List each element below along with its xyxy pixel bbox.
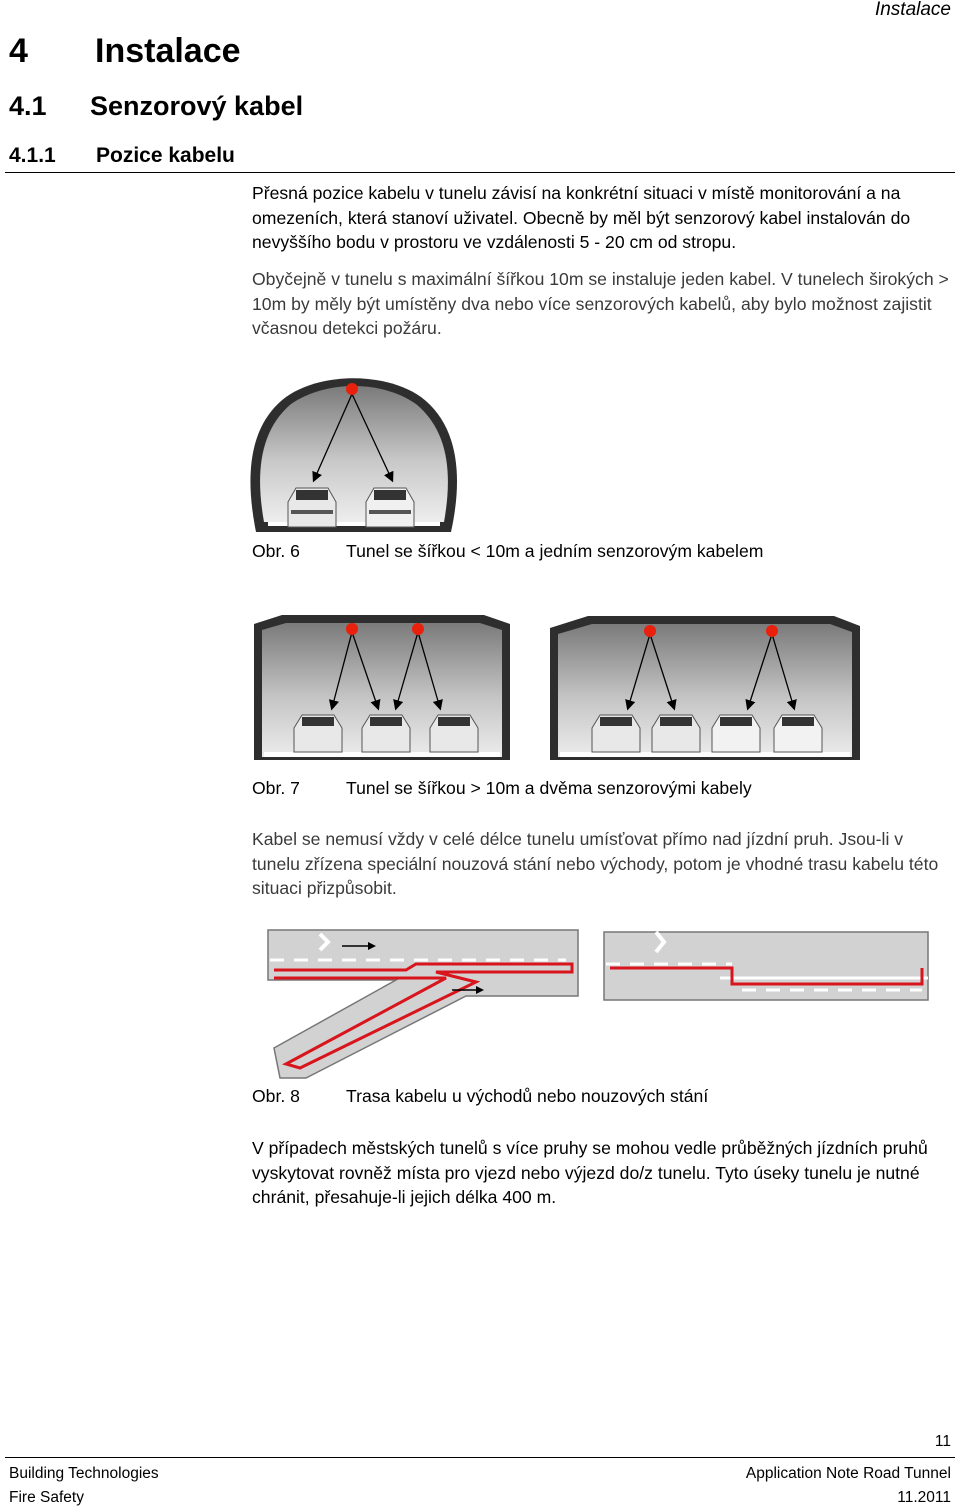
footer-company: Building Technologies bbox=[9, 1465, 159, 1482]
running-header: Instalace bbox=[874, 0, 951, 20]
figure-8-caption bbox=[252, 1086, 708, 1107]
sensor-dot bbox=[346, 623, 358, 635]
car-icon bbox=[712, 715, 760, 752]
figure-single-cable-tunnel bbox=[246, 372, 462, 538]
car-icon bbox=[366, 488, 414, 527]
paragraph-urban-tunnels: V případech městských tunelů s více pruhy se mohou vedle průběžných jízdních pruhů vyskytovat rovněž místa pro vjezd nebo výjezd do/z tunelu. Tyto úseky tunelu je nutné chránit, přesahuje-li jejich délka 400 m. bbox=[252, 1138, 928, 1208]
footer-document-title: Application Note Road Tunnel bbox=[745, 1465, 951, 1482]
chapter-title: Instalace bbox=[95, 32, 241, 70]
subsection-title: Pozice kabelu bbox=[96, 144, 235, 167]
figure-emergency-bay-cable-route bbox=[602, 928, 930, 1008]
subsection-heading bbox=[9, 144, 235, 168]
subsection-number: 4.1.1 bbox=[9, 144, 56, 167]
chapter-heading bbox=[9, 32, 241, 71]
footer-date: 11.2011 bbox=[897, 1489, 951, 1506]
figure-double-cable-tunnel-right bbox=[548, 612, 864, 772]
car-icon bbox=[652, 715, 700, 752]
car-icon bbox=[430, 715, 478, 752]
figure-8-text: Trasa kabelu u východů nebo nouzových stání bbox=[346, 1086, 709, 1106]
figure-exit-cable-route bbox=[266, 928, 582, 1082]
paragraph-cable-position: Přesná pozice kabelu v tunelu závisí na konkrétní situaci v místě monitorování a na omezeních, která stanoví uživatel. Obecně by měl být senzorový kabel instalován do nevyššího bodu v prostoru ve vzdálenosti 5 - 20 cm od stropu. bbox=[252, 183, 911, 253]
footer-division: Fire Safety bbox=[9, 1489, 84, 1506]
section-number: 4.1 bbox=[9, 91, 47, 121]
figure-7-caption bbox=[252, 778, 752, 799]
car-icon bbox=[294, 715, 342, 752]
figure-7-label: Obr. 7 bbox=[252, 778, 300, 798]
sensor-dot bbox=[766, 625, 778, 637]
page-number: 11 bbox=[934, 1433, 951, 1450]
footer-divider bbox=[5, 1457, 955, 1458]
figure-7-text: Tunel se šířkou > 10m a dvěma senzorovými kabely bbox=[346, 778, 752, 798]
figure-6-label: Obr. 6 bbox=[252, 541, 300, 561]
car-icon bbox=[592, 715, 640, 752]
car-icon bbox=[774, 715, 822, 752]
sensor-dot bbox=[346, 383, 358, 395]
section-heading bbox=[9, 91, 303, 122]
sensor-dot bbox=[412, 623, 424, 635]
figure-double-cable-tunnel-left bbox=[252, 612, 516, 772]
car-icon bbox=[362, 715, 410, 752]
sensor-dot bbox=[644, 625, 656, 637]
figure-6-text: Tunel se šířkou < 10m a jedním senzorovým kabelem bbox=[346, 541, 764, 561]
paragraph-cable-routing: Kabel se nemusí vždy v celé délce tunelu umísťovat přímo nad jízdní pruh. Jsou-li v tunelu zřízena speciální nouzová stání nebo východy, potom je vhodné trasu kabelu této situaci přizpůsobit. bbox=[252, 829, 939, 899]
paragraph-tunnel-width: Obyčejně v tunelu s maximální šířkou 10m se instaluje jeden kabel. V tunelech širokých > 10m by měly být umístěny dva nebo více senzorových kabelů, aby bylo možnost zajistit včasnou detekci požáru. bbox=[252, 269, 949, 339]
figure-8-label: Obr. 8 bbox=[252, 1086, 300, 1106]
car-icon bbox=[288, 488, 336, 527]
chapter-number: 4 bbox=[9, 32, 28, 70]
heading-divider bbox=[5, 172, 955, 173]
figure-6-caption bbox=[252, 541, 763, 562]
section-title: Senzorový kabel bbox=[90, 91, 304, 121]
